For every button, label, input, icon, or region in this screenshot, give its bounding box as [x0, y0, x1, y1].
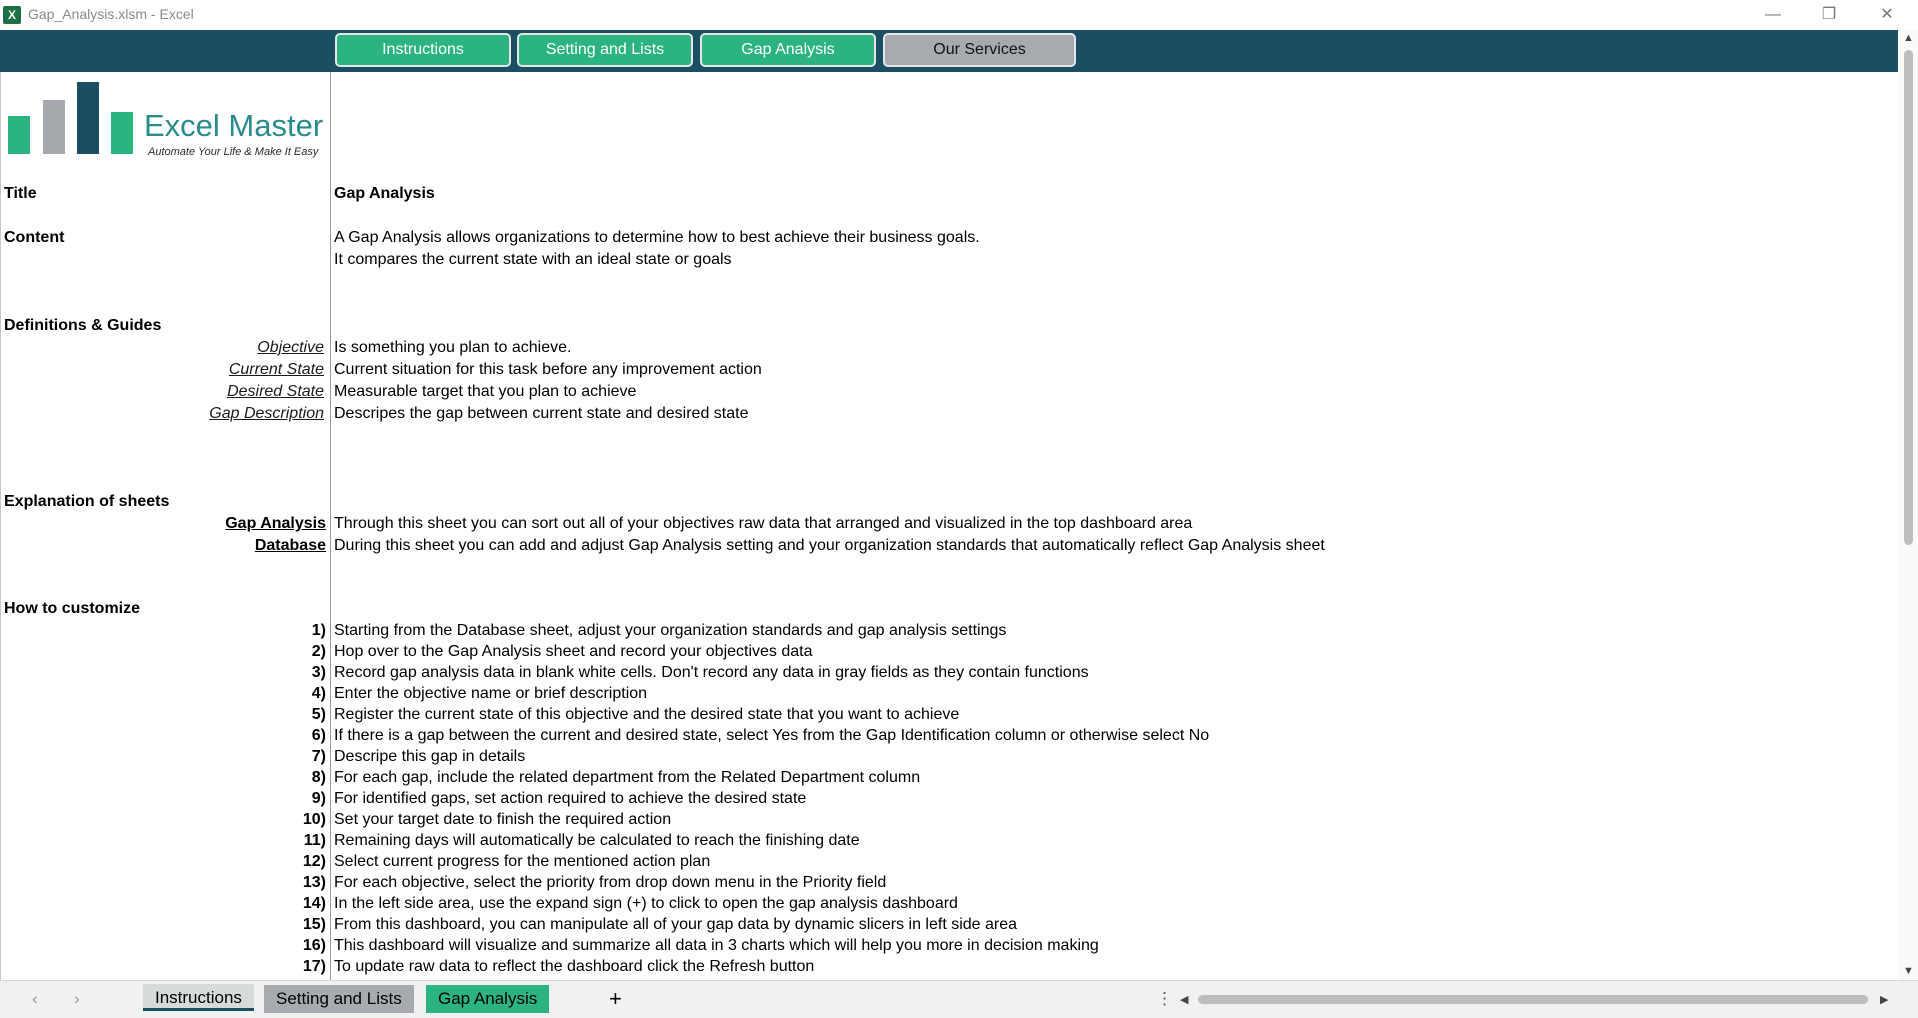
logo-bar-3: [77, 82, 99, 154]
desired-state-term: Desired State: [227, 383, 324, 400]
vertical-scroll-thumb[interactable]: [1904, 50, 1913, 545]
sheet-tab-bar: [0, 980, 1918, 1018]
scroll-up-icon[interactable]: ▲: [1903, 32, 1914, 44]
step-number: 4): [311, 685, 326, 702]
setting-and-lists-button[interactable]: Setting and Lists: [517, 33, 693, 67]
instructions-button[interactable]: Instructions: [335, 33, 511, 67]
step-text: For each objective, select the priority from drop down menu in the Priority field: [334, 874, 887, 891]
step-text: If there is a gap between the current and desired state, select Yes from the Gap Identification column or otherwise select No: [334, 727, 1210, 744]
our-services-button[interactable]: Our Services: [883, 33, 1076, 67]
step-text: Enter the objective name or brief description: [334, 685, 648, 702]
definition-term: [100, 404, 324, 424]
gap-analysis-button[interactable]: Gap Analysis: [700, 33, 876, 67]
definition-term: [100, 360, 324, 380]
definition-desc: Current situation for this task before any improvement action: [334, 361, 762, 378]
vertical-scrollbar[interactable]: [1898, 30, 1918, 980]
title-bar: [0, 0, 1918, 31]
scroll-down-icon[interactable]: ▼: [1903, 965, 1914, 977]
step-number: 10): [302, 811, 326, 828]
tab-setting-and-lists[interactable]: Setting and Lists: [264, 985, 414, 1013]
step-number: 12): [302, 853, 326, 870]
restore-icon[interactable]: ❐: [1821, 6, 1837, 23]
logo-bar-2: [43, 100, 65, 154]
content-line-2: It compares the current state with an ideal state or goals: [334, 251, 732, 268]
step-number: 15): [302, 916, 326, 933]
column-divider: [330, 72, 331, 980]
database-sheet-link[interactable]: Database: [254, 537, 326, 554]
logo-tagline: Automate Your Life & Make It Easy: [148, 146, 319, 158]
title-value: Gap Analysis: [334, 185, 435, 202]
excel-icon: X: [3, 6, 21, 24]
step-text: Register the current state of this objective and the desired state that you want to achieve: [334, 706, 960, 723]
step-text: From this dashboard, you can manipulate all of your gap data by dynamic slicers in left side area: [334, 916, 1018, 933]
step-text: Select current progress for the mentioned action plan: [334, 853, 711, 870]
definition-desc: Measurable target that you plan to achieve: [334, 383, 637, 400]
objective-term: Objective: [257, 339, 324, 356]
customize-label: How to customize: [4, 600, 141, 617]
more-options-icon[interactable]: ⋮: [1156, 989, 1173, 1008]
step-text: Set your target date to finish the required action: [334, 811, 672, 828]
step-text: In the left side area, use the expand sign (+) to click to open the gap analysis dashboard: [334, 895, 958, 912]
sheet-link-cell[interactable]: [100, 536, 326, 556]
nav-band: [0, 30, 1898, 72]
definition-term: [100, 382, 324, 402]
step-number: 16): [302, 937, 326, 954]
tab-gap-analysis[interactable]: Gap Analysis: [426, 985, 549, 1013]
step-number: 17): [302, 958, 326, 975]
step-number: 5): [311, 706, 326, 723]
step-text: This dashboard will visualize and summarize all data in 3 charts which will help you more in decision making: [334, 937, 1099, 954]
definition-desc: Descripes the gap between current state and desired state: [334, 405, 749, 422]
add-sheet-icon[interactable]: +: [609, 986, 622, 1011]
step-number: 14): [302, 895, 326, 912]
scroll-left-icon[interactable]: ◀: [1180, 994, 1189, 1006]
explanation-label: Explanation of sheets: [4, 493, 170, 510]
step-text: For identified gaps, set action required to achieve the desired state: [334, 790, 807, 807]
step-text: To update raw data to reflect the dashboard click the Refresh button: [334, 958, 815, 975]
definition-desc: Is something you plan to achieve.: [334, 339, 572, 356]
step-text: Remaining days will automatically be calculated to reach the finishing date: [334, 832, 860, 849]
minimize-icon[interactable]: —: [1765, 6, 1781, 23]
step-number: 7): [311, 748, 326, 765]
step-number: 6): [311, 727, 326, 744]
logo-name: Excel Master: [144, 108, 324, 143]
step-number: 1): [311, 622, 326, 639]
next-sheet-icon[interactable]: ›: [74, 989, 80, 1008]
step-number: 9): [311, 790, 326, 807]
definitions-label: Definitions & Guides: [4, 317, 162, 334]
step-number: 11): [303, 832, 326, 849]
content-line-1: A Gap Analysis allows organizations to determine how to best achieve their business goals.: [334, 229, 980, 246]
sheet-link-cell[interactable]: [100, 514, 326, 534]
tab-instructions[interactable]: Instructions: [143, 984, 254, 1011]
step-number: 8): [311, 769, 326, 786]
scroll-right-icon[interactable]: ▶: [1880, 994, 1889, 1006]
step-text: Hop over to the Gap Analysis sheet and record your objectives data: [334, 643, 813, 660]
step-text: Record gap analysis data in blank white cells. Don't record any data in gray fields as they contain functions: [334, 664, 1089, 681]
step-number: 3): [311, 664, 326, 681]
step-text: Descripe this gap in details: [334, 748, 526, 765]
prev-sheet-icon[interactable]: ‹: [32, 989, 38, 1008]
step-number: 2): [311, 643, 326, 660]
logo-bar-4: [111, 112, 133, 154]
sheet-desc: During this sheet you can add and adjust Gap Analysis setting and your organization standards that automatically reflect Gap Analysis sheet: [334, 537, 1325, 554]
step-text: For each gap, include the related department from the Related Department column: [334, 769, 921, 786]
worksheet[interactable]: [0, 72, 1898, 980]
step-number: 13): [302, 874, 326, 891]
window-title: Gap_Analysis.xlsm - Excel: [28, 6, 194, 22]
close-icon[interactable]: ✕: [1880, 6, 1894, 23]
sheet-left-edge: [0, 72, 1, 980]
gap-description-term: Gap Description: [209, 405, 324, 422]
content-label: Content: [4, 229, 65, 246]
current-state-term: Current State: [228, 361, 324, 378]
logo-bar-1: [8, 116, 30, 154]
definition-term: [100, 338, 324, 358]
step-text: Starting from the Database sheet, adjust your organization standards and gap analysis settings: [334, 622, 1007, 639]
title-label: Title: [4, 185, 37, 202]
excel-master-logo: [8, 80, 328, 160]
gap-analysis-sheet-link[interactable]: Gap Analysis: [225, 515, 326, 532]
horizontal-scroll-thumb[interactable]: [1198, 995, 1868, 1004]
sheet-desc: Through this sheet you can sort out all of your objectives raw data that arranged and visualized in the top dashboard area: [334, 515, 1193, 532]
